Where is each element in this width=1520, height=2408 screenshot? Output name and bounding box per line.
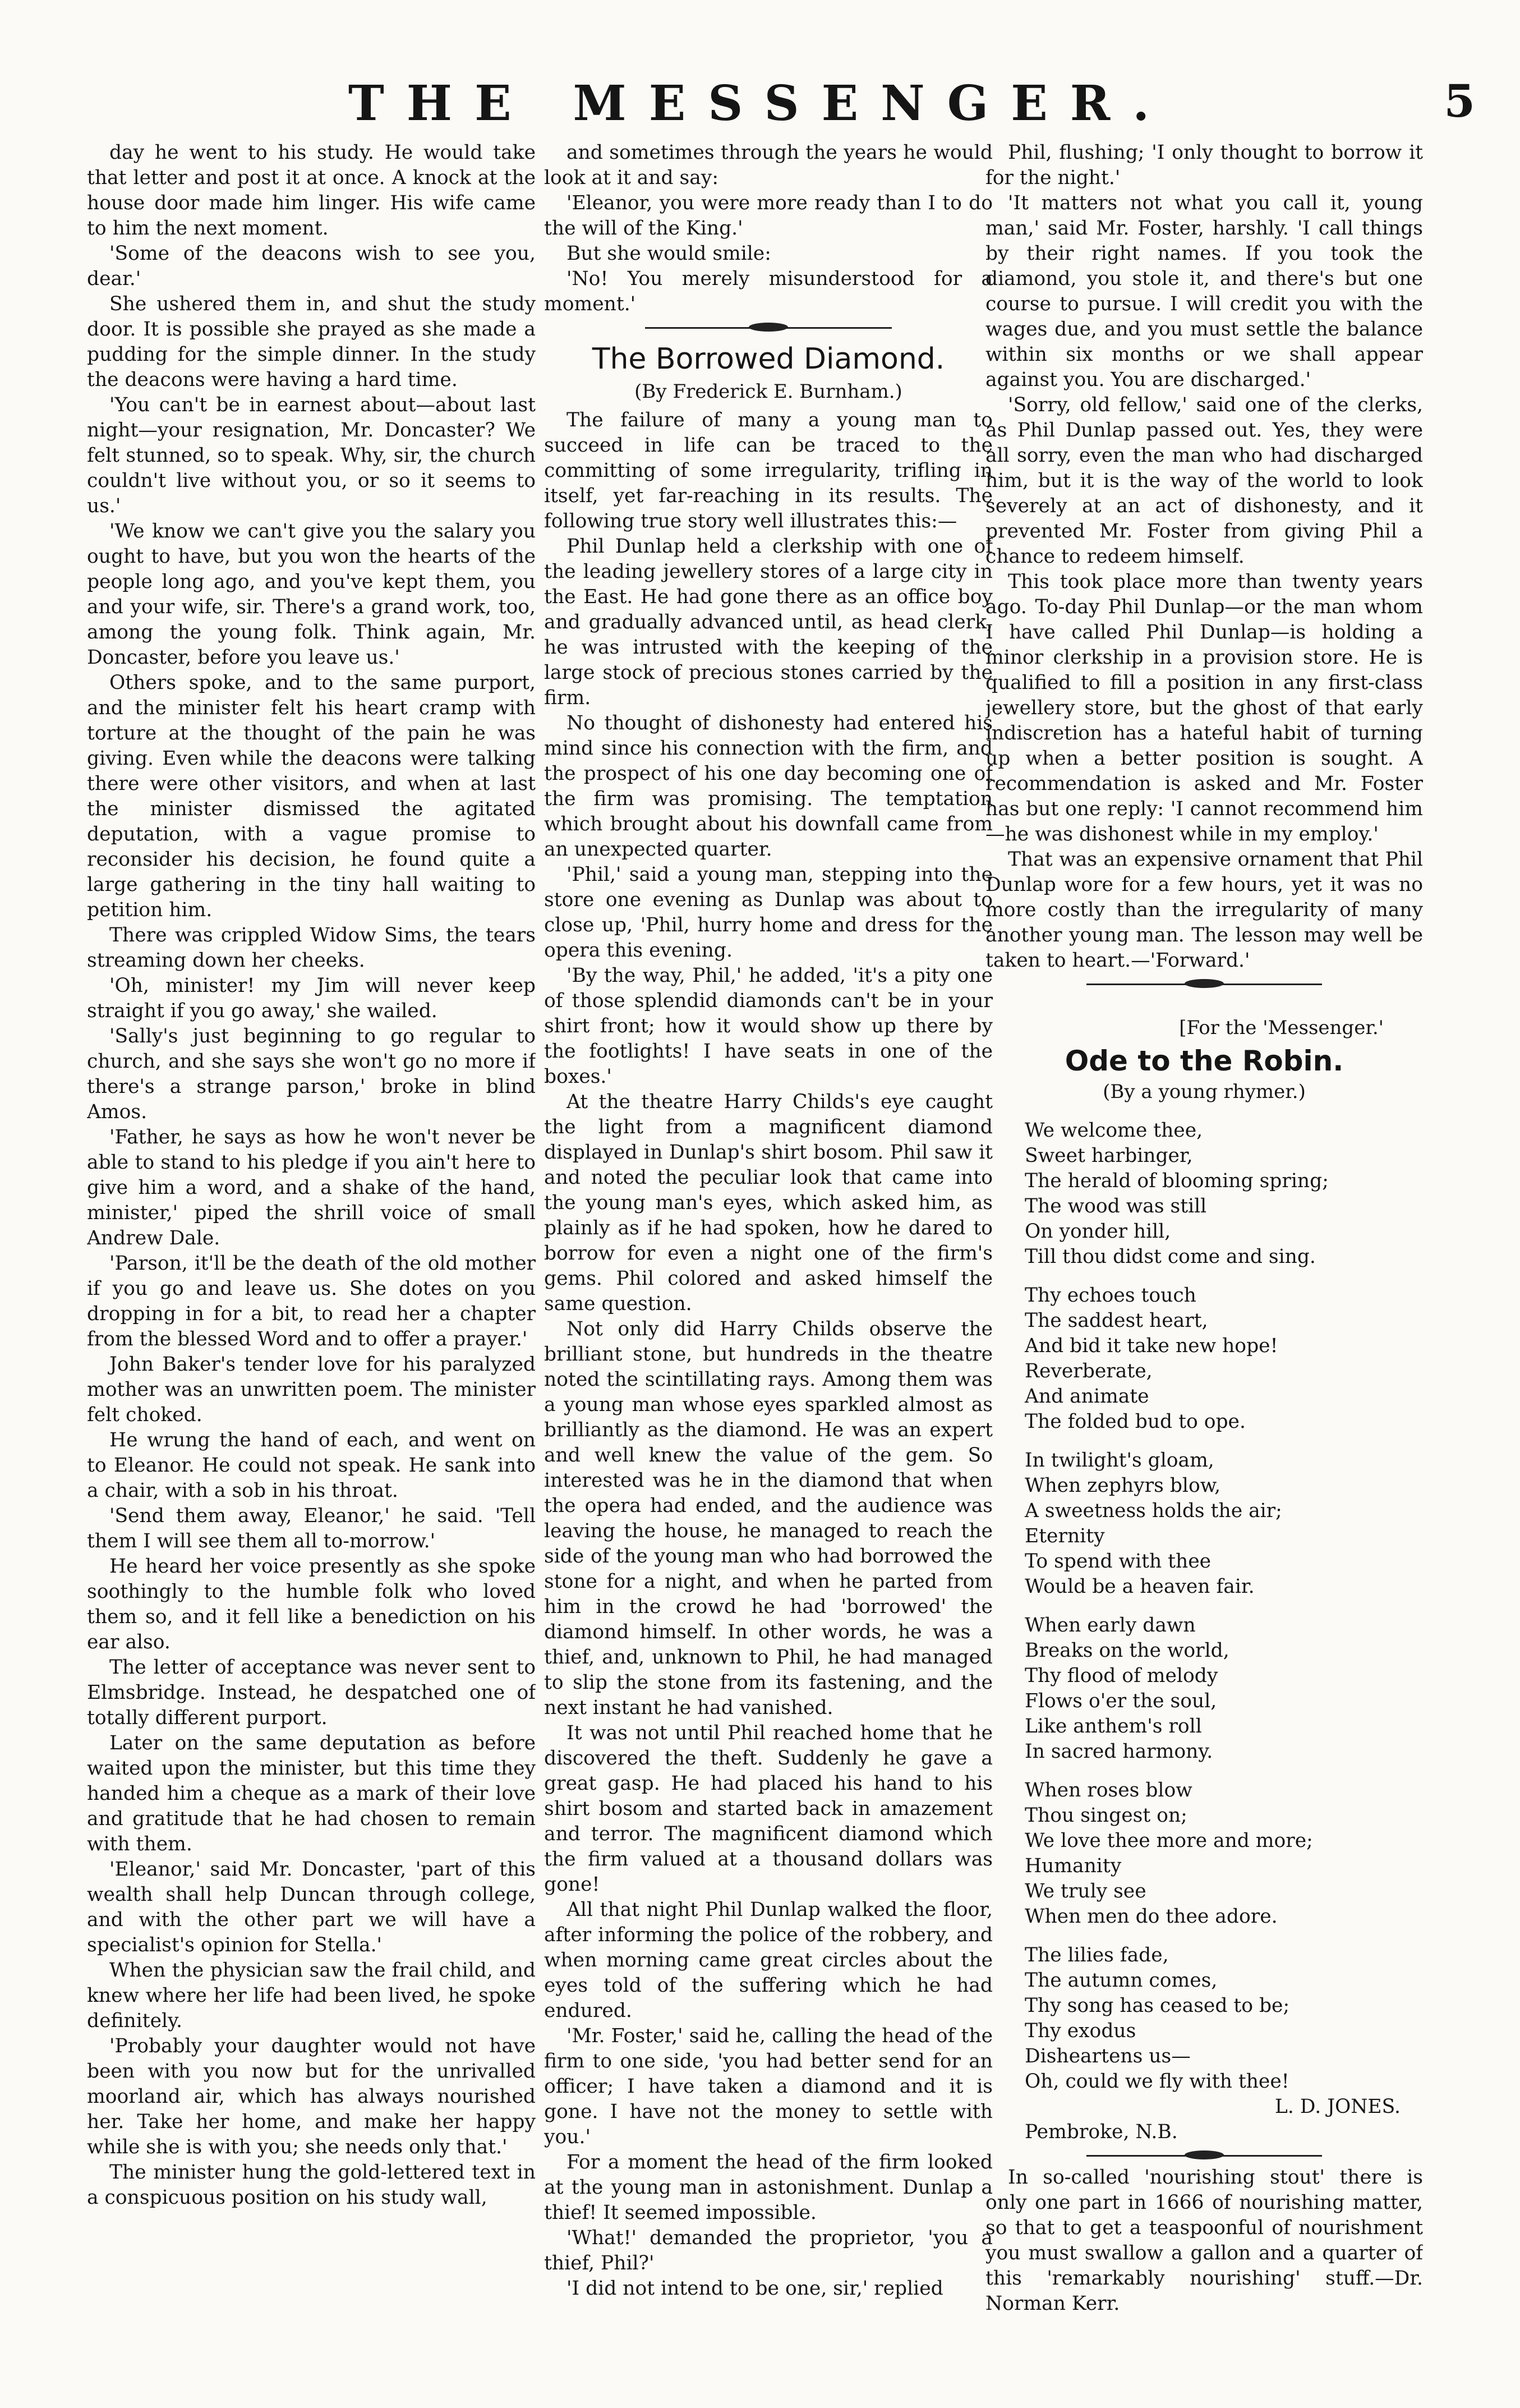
masthead <box>0 0 1520 132</box>
poem-line: When zephyrs blow, <box>1025 1474 1221 1497</box>
poem-line: In sacred harmony. <box>1025 1740 1213 1763</box>
paragraph: 'Oh, minister! my Jim will never keep straight if you go away,' she wailed. <box>87 975 536 1022</box>
paragraph: 'Probably your daughter would not have been with you now but for the unrivalled moorland air, which has always nourished her. Take her home, and make her happy while she is with you; she needs only that.' <box>87 2035 536 2158</box>
paragraph: 'Sorry, old fellow,' said one of the clerks, as Phil Dunlap passed out. Yes, they were all sorry, even the man who had discharged him, but it is the way of the world to look severely at an act of dishonesty, and it prevented Mr. Foster from giving Phil a chance to redeem himself. <box>985 394 1423 568</box>
paragraph: When the physician saw the frail child, and knew where her life had been lived, he spoke definitely. <box>87 1959 536 2032</box>
poem-line: Till thou didst come and sing. <box>1025 1246 1316 1268</box>
paragraph: 'Phil,' said a young man, stepping into the store one evening as Dunlap was about to close up, 'Phil, hurry home and dress for the opera this evening. <box>544 863 993 962</box>
paragraph: 'Some of the deacons wish to see you, dear.' <box>87 242 536 290</box>
poem-line: Sweet harbinger, <box>1025 1145 1193 1167</box>
poem-stanza <box>1025 1943 1423 2094</box>
poem-line: When men do thee adore. <box>1025 1905 1278 1928</box>
poem-stanza <box>1025 1118 1423 1270</box>
poem-line: Flows o'er the soul, <box>1025 1690 1217 1712</box>
poem-line: Thy echoes touch <box>1025 1284 1196 1307</box>
poem-line: When early dawn <box>1025 1614 1196 1637</box>
paragraph: 'I did not intend to be one, sir,' replied <box>566 2277 943 2300</box>
paragraph: He heard her voice presently as she spoke soothingly to the humble folk who loved them so, and it fell like a benediction on his ear also. <box>87 1555 536 1653</box>
paragraph: 'Send them away, Eleanor,' he said. 'Tell them I will see them all to-morrow.' <box>87 1505 536 1552</box>
paragraph: This took place more than twenty years ago. To-day Phil Dunlap—or the man whom I have called Phil Dunlap—is holding a minor clerkship in a provision store. He is qualified to fill a position in any first-class jewellery store, but the ghost of that early indiscretion has a hateful habit of turning up when a better position is sought. A recommendation is asked and Mr. Foster has but one reply: 'I cannot recommend him—he was dishonest while in my employ.' <box>985 571 1423 845</box>
poem-line: Oh, could we fly with thee! <box>1025 2070 1289 2093</box>
paragraph: That was an expensive ornament that Phil Dunlap wore for a few hours, yet it was no more costly than the irregularity of many another young man. The lesson may well be taken to heart.—'Forward.' <box>985 848 1423 972</box>
paragraph: Later on the same deputation as before waited upon the minister, but this time they handed him a cheque as a mark of their love and gratitude that he had chosen to remain with them. <box>87 1732 536 1855</box>
paragraph: No thought of dishonesty had entered his mind since his connection with the firm, and the prospect of his one day becoming one of the firm was promising. The temptation which brought about his downfall came from an unexpected quarter. <box>544 712 993 861</box>
poem-line: The herald of blooming spring; <box>1025 1170 1329 1192</box>
poem-line: The lilies fade, <box>1025 1944 1169 1966</box>
poem-line: The folded bud to ope. <box>1025 1410 1246 1433</box>
article-continued <box>985 140 1423 973</box>
paragraph: John Baker's tender love for his paralyzed mother was an unwritten poem. The minister felt choked. <box>87 1353 536 1426</box>
poem-body <box>985 1118 1423 2094</box>
paragraph: He wrung the hand of each, and went on to Eleanor. He could not speak. He sank into a chair, with a sob in his throat. <box>87 1429 536 1502</box>
paragraph: day he went to his study. He would take that letter and post it at once. A knock at the house door made him linger. His wife came to him the next moment. <box>87 141 536 240</box>
poem-line: Humanity <box>1025 1855 1122 1877</box>
paragraph: 'Eleanor, you were more ready than I to do the will of the King.' <box>544 192 993 240</box>
paragraph: 'Parson, it'll be the death of the old mother if you go and leave us. She dotes on you dropping in for a bit, to read her a chapter from the blessed Word and to offer a prayer.' <box>87 1252 536 1350</box>
poem-line: To spend with thee <box>1025 1550 1212 1573</box>
poem-line: We love thee more and more; <box>1025 1830 1313 1852</box>
paragraph: 'What!' demanded the proprietor, 'you a thief, Phil?' <box>544 2227 993 2274</box>
paragraph: 'It matters not what you call it, young man,' said Mr. Foster, harshly. 'I call things by their right names. If you took the diamond, you stole it, and there's but one course to pursue. I will credit you with the wages due, and you must settle the balance within six months or we shall appear against you. You are discharged.' <box>985 192 1423 391</box>
paragraph: Phil Dunlap held a clerkship with one of the leading jewellery stores of a large city in the East. He had gone there as an office boy and gradually advanced until, as head clerk, he was intrusted with the keeping of the large stock of precious stones carried by the firm. <box>544 535 993 709</box>
poem-title: Ode to the Robin. <box>1065 1045 1344 1077</box>
poem-line: In twilight's gloam, <box>1025 1449 1214 1472</box>
poem-line: Thy song has ceased to be; <box>1025 1995 1290 2017</box>
poem-line: Like anthem's roll <box>1025 1715 1202 1738</box>
stout-note: In so-called 'nourishing stout' there is only one part in 1666 of nourishing matter, so that to get a teaspoonful of nourishment you must swallow a gallon and a quarter of this 'remarkably nourishing' stuff.—Dr. Norman Kerr. <box>985 2166 1423 2315</box>
poem-line: The saddest heart, <box>1025 1309 1208 1332</box>
poem-stanza <box>1025 1778 1423 1929</box>
page-number: 5 <box>1444 75 1475 127</box>
story-conclusion <box>544 140 993 317</box>
poem-line: Thou singest on; <box>1025 1804 1187 1827</box>
poem-line: And animate <box>1025 1385 1149 1408</box>
poem-line: The autumn comes, <box>1025 1969 1218 1992</box>
poem-line: The wood was still <box>1025 1195 1207 1217</box>
poem-byline: (By a young rhymer.) <box>1103 1081 1306 1103</box>
paragraph: The minister hung the gold-lettered text in a conspicuous position on his study wall, <box>87 2161 536 2209</box>
paragraph: 'By the way, Phil,' he added, 'it's a pity one of those splendid diamonds can't be in your shirt front; how it would show up there by the footlights! I have seats in one of the boxes.' <box>544 964 993 1088</box>
paragraph: Not only did Harry Childs observe the brilliant stone, but hundreds in the theatre noted the scintillating rays. Among them was a young man whose eyes sparkled almost as brilliantly as the diamond. He was an expert and well knew the value of the gem. So interested was he in the diamond that when the opera had ended, and the audience was leaving the house, he managed to reach the side of the young man who had borrowed the stone for a night, and when he parted from him in the crowd he had 'borrowed' the diamond himself. In other words, he was a thief, and, unknown to Phil, he had managed to slip the stone from its fastening, and the next instant he had vanished. <box>544 1318 993 1719</box>
poem-line: Thy flood of melody <box>1025 1665 1218 1687</box>
paragraph: At the theatre Harry Childs's eye caught the light from a magnificent diamond displayed in Dunlap's shirt bosom. Phil saw it and noted the peculiar look that came into the young man's eyes, which asked him, as plainly as if he had spoken, how he dared to borrow for even a night one of the firm's gems. Phil colored and asked himself the same question. <box>544 1091 993 1315</box>
paragraph: Others spoke, and to the same purport, and the minister felt his heart cramp with torture at the thought of the pain he was giving. Even while the deacons were talking there were other visitors, and when at last the minister dismissed the agitated deputation, with a vague promise to reconsider his decision, he found quite a large gathering in the tiny hall waiting to petition him. <box>87 672 536 921</box>
poem-line: Reverberate, <box>1025 1360 1153 1382</box>
poem-stanza <box>1025 1283 1423 1435</box>
poem-source-note: [For the 'Messenger.' <box>1179 1017 1384 1039</box>
paragraph: Phil, flushing; 'I only thought to borrow it for the night.' <box>985 141 1423 189</box>
section-divider <box>985 976 1423 992</box>
poem-line: We truly see <box>1025 1880 1146 1902</box>
poem-line: On yonder hill, <box>1025 1220 1171 1243</box>
section-divider <box>544 319 993 336</box>
paragraph: and sometimes through the years he would look at it and say: <box>544 141 993 189</box>
poem-line: Disheartens us— <box>1025 2045 1191 2067</box>
poem-line: A sweetness holds the air; <box>1025 1500 1282 1522</box>
poem-author: L. D. JONES. <box>1274 2095 1401 2118</box>
paragraph: The failure of many a young man to succeed in life can be traced to the committing of some irregularity, trifling in itself, yet far-reaching in its results. The following true story well illustrates this:— <box>544 409 993 532</box>
column-middle <box>544 140 993 2379</box>
paragraph: 'Father, he says as how he won't never be able to stand to his pledge if you ain't here to give him a word, and a shake of the hand, minister,' piped the shrill voice of small Andrew Dale. <box>87 1126 536 1249</box>
poem-line: Breaks on the world, <box>1025 1639 1229 1662</box>
paragraph: For a moment the head of the firm looked at the young man in astonishment. Dunlap a thief! It seemed impossible. <box>544 2151 993 2224</box>
article-title: The Borrowed Diamond. <box>592 342 945 376</box>
poem-line: Thy exodus <box>1025 2020 1136 2042</box>
paragraph: 'Mr. Foster,' said he, calling the head of the firm to one side, 'you had better send for an officer; I have taken a diamond and it is gone. I have not the money to settle with you.' <box>544 2025 993 2148</box>
poem-line: Eternity <box>1025 1525 1105 1547</box>
paragraph: 'Sally's just beginning to go regular to church, and she says she won't go no more if there's a strange parson,' broke in blind Amos. <box>87 1025 536 1123</box>
paragraph: 'No! You merely misunderstood for a moment.' <box>544 268 993 315</box>
column-left <box>87 140 536 2379</box>
poem-line: Would be a heaven fair. <box>1025 1575 1255 1598</box>
paragraph: There was crippled Widow Sims, the tears streaming down her cheeks. <box>87 924 536 972</box>
paragraph: She ushered them in, and shut the study door. It is possible she prayed as she made a pudding for the simple dinner. In the study the deacons were having a hard time. <box>87 293 536 391</box>
poem-line: When roses blow <box>1025 1779 1192 1802</box>
poem-line: And bid it take new hope! <box>1025 1335 1278 1357</box>
article-byline: (By Frederick E. Burnham.) <box>634 380 902 403</box>
article-body <box>544 408 993 2301</box>
newspaper-title: THE MESSENGER. <box>348 75 1172 132</box>
paragraph: But she would smile: <box>566 242 771 265</box>
poem-stanza <box>1025 1613 1423 1764</box>
paragraph: The letter of acceptance was never sent to Elmsbridge. Instead, he despatched one of totally different purport. <box>87 1656 536 1729</box>
paragraph: 'We know we can't give you the salary you ought to have, but you won the hearts of the people long ago, and you've kept them, you and your wife, sir. There's a grand work, too, among the young folk. Think again, Mr. Doncaster, before you leave us.' <box>87 520 536 669</box>
paragraph: 'You can't be in earnest about—about last night—your resignation, Mr. Doncaster? We felt stunned, so to speak. Why, sir, the church couldn't live without you, or so it seems to us.' <box>87 394 536 517</box>
paragraph: It was not until Phil reached home that he discovered the theft. Suddenly he gave a great gasp. He had placed his hand to his shirt bosom and started back in amazement and terror. The magnificent diamond which the firm valued at a thousand dollars was gone! <box>544 1722 993 1896</box>
poem-line: We welcome thee, <box>1025 1119 1203 1142</box>
paragraph: All that night Phil Dunlap walked the floor, after informing the police of the robbery, and when morning came great circles about the eyes told of the suffering which he had endured. <box>544 1899 993 2022</box>
poem-place: Pembroke, N.B. <box>1025 2121 1178 2143</box>
section-divider <box>985 2147 1423 2164</box>
poem-stanza <box>1025 1448 1423 1600</box>
paragraph: 'Eleanor,' said Mr. Doncaster, 'part of this wealth shall help Duncan through college, and with the other part we will have a specialist's opinion for Stella.' <box>87 1858 536 1956</box>
column-right <box>985 140 1423 2379</box>
